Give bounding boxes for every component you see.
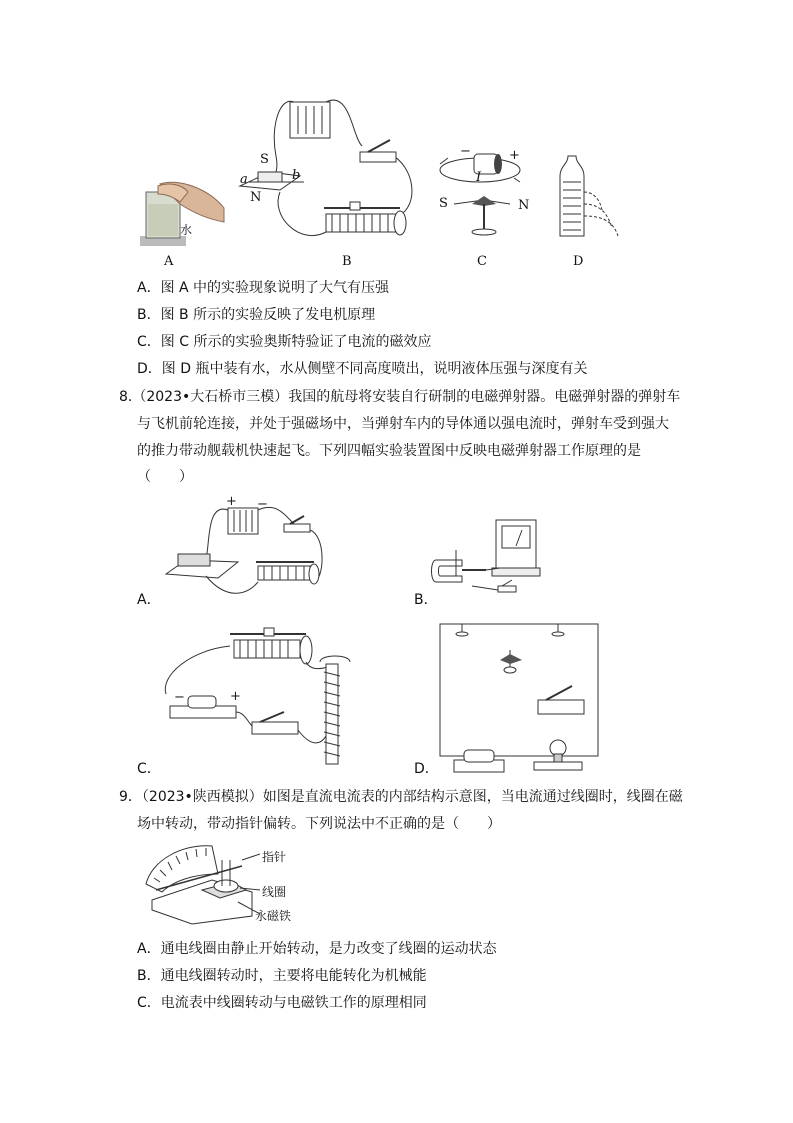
q8-fig-c [160, 626, 360, 774]
q8-option-d: D． [414, 761, 439, 777]
fig-b-circuit [240, 96, 420, 246]
q8-fig-a-plus: + [226, 494, 237, 509]
q9-option-b: B．通电线圈转动时，主要将电能转化为机械能 [137, 968, 427, 984]
q9-coil-label: 线圈 [262, 885, 287, 899]
fig-c-minus: − [460, 144, 471, 159]
q9-option-c: C．电流表中线圈转动与电磁铁工作的原理相同 [137, 995, 427, 1011]
fig-c-current-label: I [476, 170, 482, 185]
q9-option-a: A．通电线圈由静止开始转动，是力改变了线圈的运动状态 [137, 941, 497, 957]
q9-stem-line-2: 场中转动，带动指针偏转。下列说法中不正确的是（ ） [137, 816, 501, 832]
fig-a-water-label: 水 [180, 223, 193, 237]
q8-stem-line-2: 与飞机前轮连接，并处于强磁场中，当弹射车内的导体通以强电流时，弹射车受到强大 [137, 416, 669, 432]
q9-ammeter-diagram [142, 840, 262, 926]
q8-fig-d [438, 622, 600, 774]
q8-option-a: A． [137, 592, 161, 608]
fig-b-b-label: b [292, 168, 301, 183]
q8-option-b: B． [414, 592, 438, 608]
fig-d-label: D [573, 254, 584, 269]
q8-fig-c-minus: − [174, 690, 185, 705]
q8-stem-line-4: （ ） [137, 469, 193, 485]
q7-option-b: B．图 B 所示的实验反映了发电机原理 [137, 307, 376, 323]
fig-b-n-label: N [250, 190, 262, 205]
fig-d-bottle [550, 152, 630, 242]
q8-option-c: C． [137, 761, 161, 777]
q8-fig-a [166, 496, 326, 600]
fig-a-label: A [164, 254, 174, 269]
q7-option-d: D．图 D 瓶中装有水，水从侧壁不同高度喷出，说明液体压强与深度有关 [137, 361, 588, 377]
q7-option-c: C．图 C 所示的实验奥斯特验证了电流的磁效应 [137, 334, 432, 350]
q8-fig-a-minus: − [257, 497, 268, 512]
q8-fig-b [432, 516, 538, 598]
q8-fig-c-plus: + [230, 689, 241, 704]
fig-c-s-label: S [439, 196, 448, 211]
fig-c-n-label: N [518, 198, 530, 213]
fig-b-a-label: a [240, 172, 248, 187]
q9-magnet-label: 永磁铁 [255, 909, 292, 923]
fig-c-label: C [477, 254, 487, 269]
q8-stem-line-3: 的推力带动舰载机快速起飞。下列四幅实验装置图中反映电磁弹射器工作原理的是 [137, 443, 641, 459]
fig-c-plus: + [509, 148, 520, 163]
fig-b-s-label: S [260, 152, 269, 167]
q7-option-a: A．图 A 中的实验现象说明了大气有压强 [137, 280, 390, 296]
q9-pointer-label: 指针 [262, 850, 287, 864]
fig-b-label: B [342, 254, 352, 269]
q8-stem-line-1: 8.（2023•大石桥市三模）我国的航母将安装自行研制的电磁弹射器。电磁弹射器的弹射车 [119, 389, 681, 405]
q9-stem-line-1: 9．（2023•陕西模拟）如图是直流电流表的内部结构示意图，当电流通过线圈时，线圈在磁 [119, 789, 683, 805]
